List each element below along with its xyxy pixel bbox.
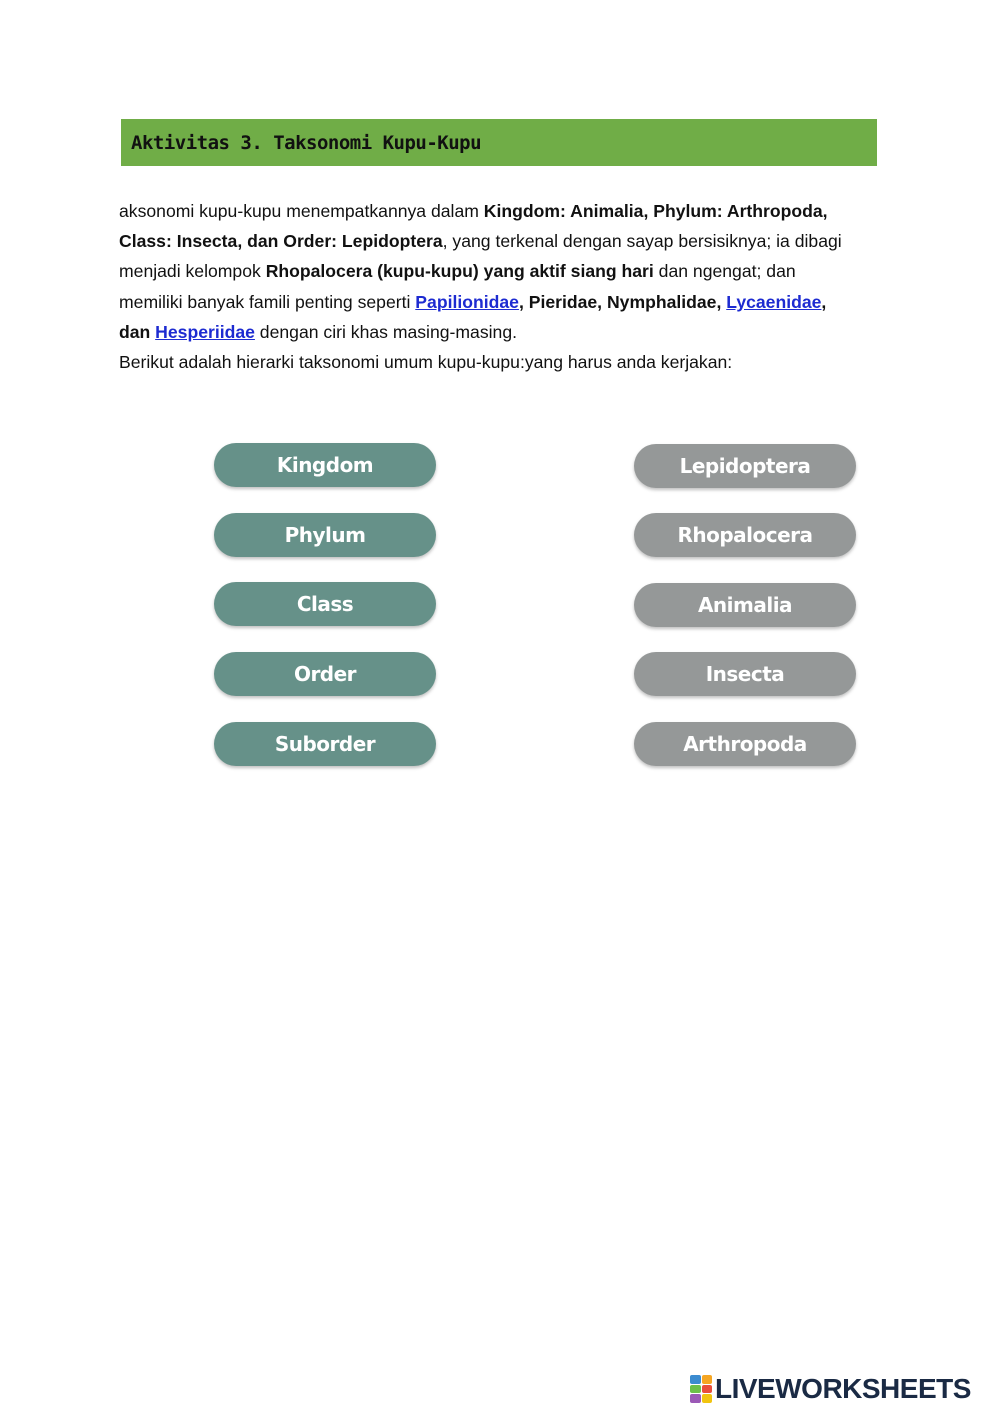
logo-text: LIVEWORKSHEETS: [715, 1373, 971, 1404]
text: Berikut adalah hierarki taksonomi umum kupu-kupu:yang harus anda kerjakan:: [119, 352, 733, 373]
bold-text: dan: [119, 321, 156, 342]
text: dengan ciri khas masing-masing.: [254, 321, 517, 342]
liveworksheets-logo-icon: [690, 1375, 712, 1403]
answer-pill-rhopalocera[interactable]: Rhopalocera: [634, 513, 856, 557]
link-papilionidae[interactable]: Papilionidae: [415, 291, 519, 312]
link-hesperiidae[interactable]: Hesperiidae: [155, 321, 255, 342]
activity-title: Aktivitas 3. Taksonomi Kupu-Kupu: [131, 131, 482, 154]
paragraph-line-5: [119, 317, 959, 347]
rank-pill-kingdom[interactable]: Kingdom: [214, 443, 436, 487]
rank-pill-order[interactable]: Order: [214, 652, 436, 696]
answer-pill-insecta[interactable]: Insecta: [634, 652, 856, 696]
paragraph-line-1: [119, 196, 959, 226]
paragraph-line-3: [119, 256, 959, 286]
paragraph-line-6: [119, 347, 959, 377]
rank-pill-class[interactable]: Class: [214, 582, 436, 626]
paragraph-line-2: [119, 226, 959, 256]
answer-pill-arthropoda[interactable]: Arthropoda: [634, 722, 856, 766]
bold-text: , Pieridae, Nymphalidae,: [518, 291, 727, 312]
intro-paragraph: [119, 196, 959, 377]
answer-pill-lepidoptera[interactable]: Lepidoptera: [634, 444, 856, 488]
bold-text: ,: [821, 291, 827, 312]
rank-pill-suborder[interactable]: Suborder: [214, 722, 436, 766]
text: dan ngengat; dan: [653, 261, 796, 282]
text: , yang terkenal dengan sayap bersisiknya; ia dibagi: [442, 231, 842, 252]
activity-banner: [121, 119, 877, 166]
text: aksonomi kupu-kupu menempatkannya dalam: [119, 201, 484, 221]
text: memiliki banyak famili penting seperti: [119, 291, 416, 312]
liveworksheets-logo: [690, 1373, 971, 1405]
rank-pill-phylum[interactable]: Phylum: [214, 513, 436, 557]
bold-text: Class: Insecta, dan Order: Lepidoptera: [119, 231, 443, 252]
paragraph-line-4: [119, 287, 959, 317]
bold-text: Rhopalocera (kupu-kupu) yang aktif siang hari: [265, 261, 654, 282]
bold-text: Kingdom: Animalia, Phylum: Arthropoda,: [483, 201, 828, 221]
link-lycaenidae[interactable]: Lycaenidae: [726, 291, 822, 312]
text: menjadi kelompok: [119, 261, 266, 282]
answer-pill-animalia[interactable]: Animalia: [634, 583, 856, 627]
